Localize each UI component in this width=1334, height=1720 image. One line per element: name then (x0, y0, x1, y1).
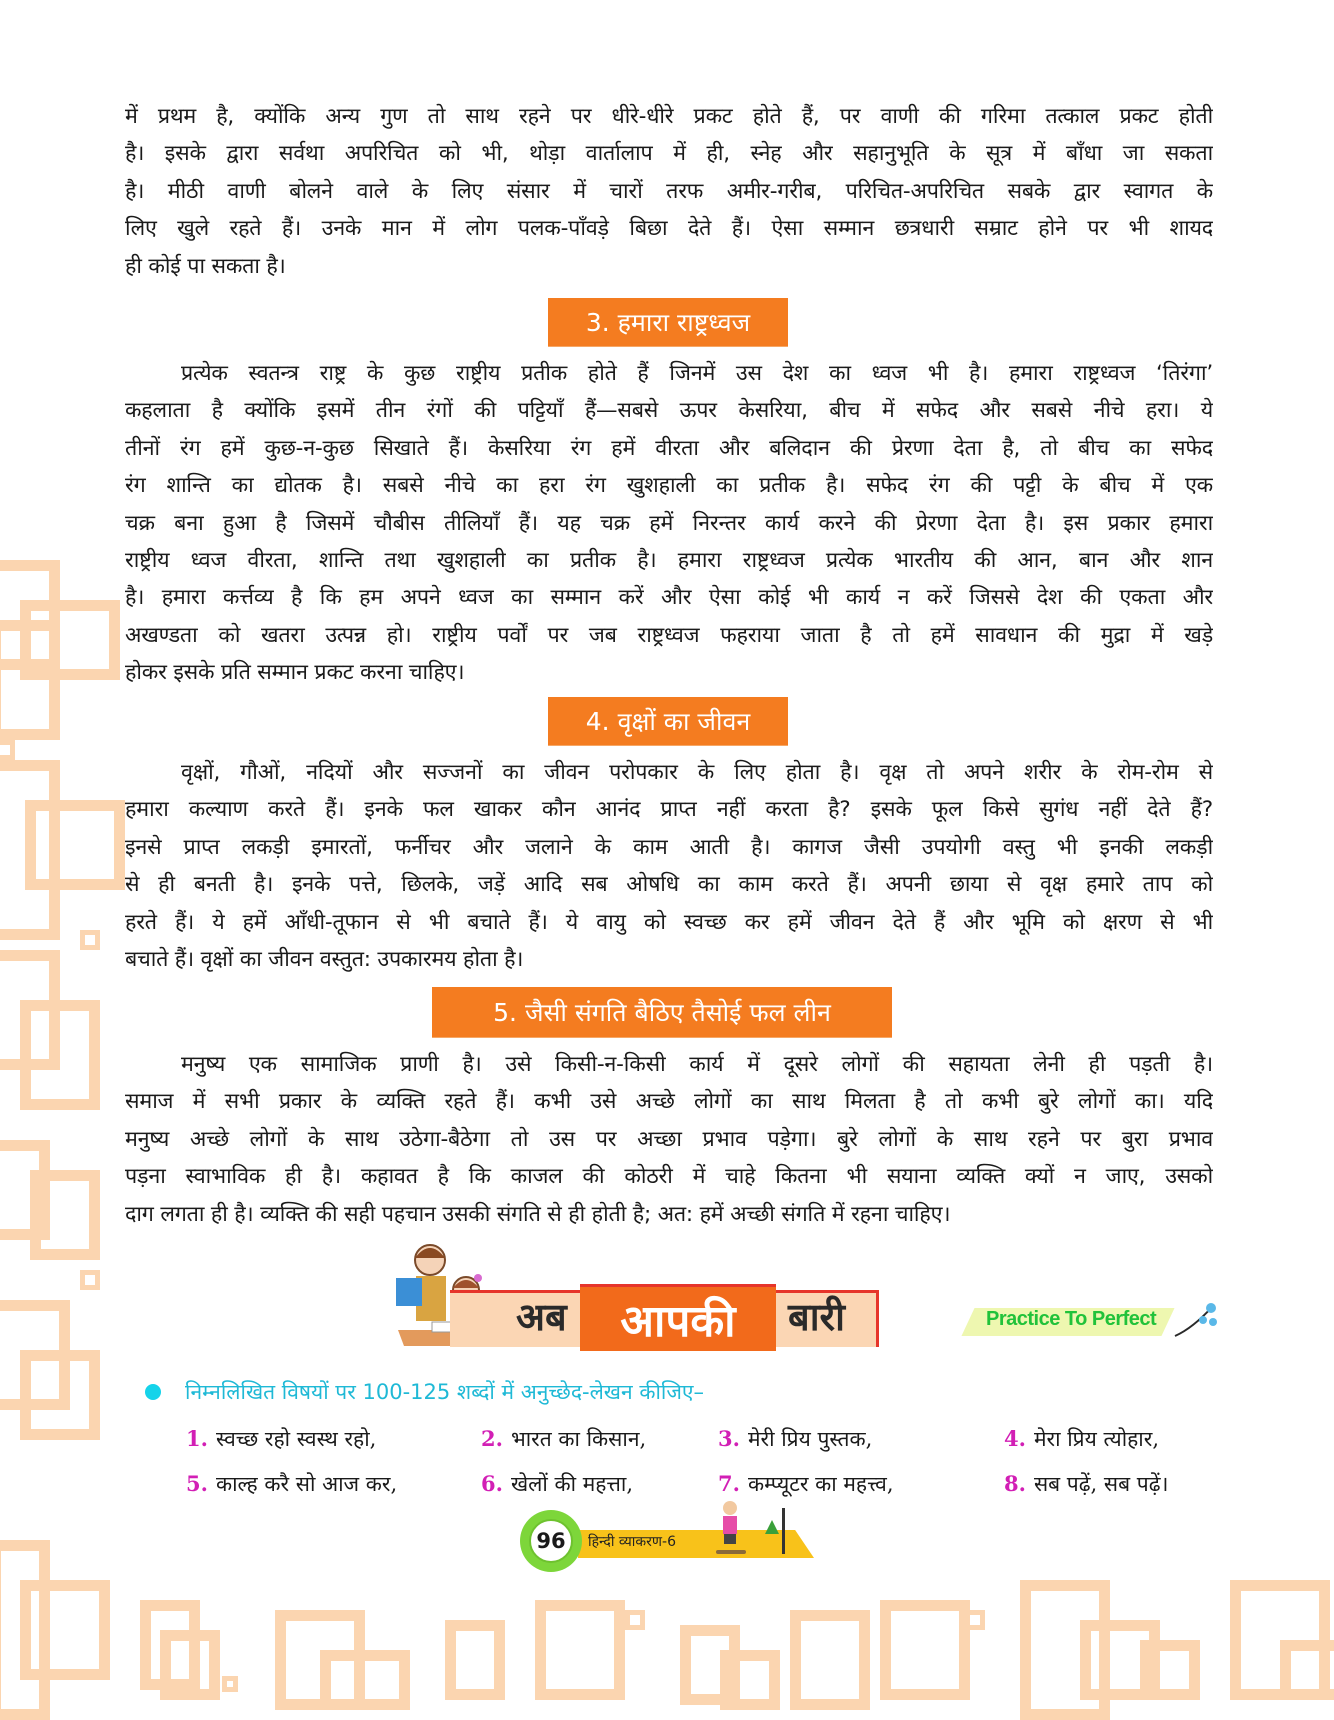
paragraph-line: है। इसके द्वारा सर्वथा अपरिचित को भी, थोड़ा वार्तालाप में ही, स्नेह और सहानुभूति के सूत्र में बाँधा जा सकता (125, 141, 1213, 167)
skater-boy-icon (710, 1498, 790, 1562)
topic-item (481, 1425, 646, 1453)
page-number: 96 (529, 1519, 573, 1563)
paragraph-line: हमारा कल्याण करते हैं। इनके फल खाकर कौन आनंद प्राप्त नहीं करता है? इसके फूल किसे सुगंध नहीं देते हैं? (125, 797, 1213, 823)
paragraph-line: पड़ना स्वाभाविक ही है। कहावत है कि काजल की कोठरी में चाहे कितना भी सयाना व्यक्ति क्यों न जाए, उसको (125, 1164, 1213, 1190)
topic-number: 8. (1004, 1471, 1026, 1496)
topic-text: कम्प्यूटर का महत्त्व, (747, 1472, 894, 1496)
section-heading-life-of-trees: 4. वृक्षों का जीवन (548, 697, 788, 745)
section-heading-company: 5. जैसी संगति बैठिए तैसोई फल लीन (432, 987, 892, 1037)
topic-number: 2. (481, 1426, 503, 1451)
section-paragraph-company (125, 1046, 1213, 1233)
paragraph-line: रंग शान्ति का द्योतक है। सबसे नीचे का हरा रंग खुशहाली का प्रतीक है। सफेद रंग की पट्टी के बीच में एक (125, 473, 1213, 499)
paragraph-line: दाग लगता ही है। व्यक्ति की सही पहचान उसकी संगति से ही होती है; अत: हमें अच्छी संगति में रहना चाहिए। (125, 1201, 951, 1227)
topic-item (186, 1470, 397, 1498)
paragraph-line: तीनों रंग हमें कुछ-न-कुछ सिखाते हैं। केसरिया रंग हमें वीरता और बलिदान की प्रेरणा देता है, तो बीच का सफेद (125, 435, 1213, 461)
banner-word-baari: बारी (788, 1295, 845, 1339)
topic-text: खेलों की महत्ता, (510, 1472, 634, 1496)
topic-item (718, 1470, 894, 1498)
section-paragraph-national-flag (125, 355, 1213, 692)
paragraph-line: प्रत्येक स्वतन्त्र राष्ट्र के कुछ राष्ट्रीय प्रतीक होते हैं जिनमें उस देश का ध्वज भी है। हमारा राष्ट्रध्वज ‘तिरंगा’ (181, 361, 1213, 386)
banner-word-aapki: आपकी (580, 1284, 776, 1351)
paragraph-line: राष्ट्रीय ध्वज वीरता, शान्ति तथा खुशहाली का प्रतीक है। हमारा राष्ट्रध्वज प्रत्येक भारतीय की आन, बान और शान (125, 547, 1213, 573)
paragraph-line: ही कोई पा सकता है। (125, 253, 286, 279)
topic-item (1004, 1470, 1168, 1498)
paragraph-line: अखण्डता को खतरा उत्पन्न हो। राष्ट्रीय पर्वों पर जब राष्ट्रध्वज फहराया जाता है तो हमें सावधान की मुद्रा में खड़े (125, 622, 1213, 648)
paragraph-line: समाज में सभी प्रकार के व्यक्ति रहते हैं। कभी उसे अच्छे लोगों का साथ मिलता है तो कभी बुरे लोगों का। यदि (125, 1089, 1213, 1115)
section-heading-national-flag: 3. हमारा राष्ट्रध्वज (548, 298, 788, 346)
topic-text: स्वच्छ रहो स्वस्थ रहो, (215, 1427, 377, 1451)
topic-item (481, 1470, 633, 1498)
paragraph-line: लिए खुले रहते हैं। उनके मान में लोग पलक-पाँवड़े बिछा देते हैं। ऐसा सम्मान छत्रधारी सम्राट होने पर भी शायद (125, 216, 1213, 242)
paragraph-line: से ही बनती है। इनके पत्ते, छिलके, जड़ें आदि सब ओषधि का काम करते हैं। अपनी छाया से वृक्ष हमारे ताप को (125, 872, 1213, 898)
paragraph-line: कहलाता है क्योंकि इसमें तीन रंगों की पट्टियाँ हैं—सबसे ऊपर केसरिया, बीच में सफेद और सबसे नीचे हरा। ये (125, 398, 1213, 424)
page-footer (520, 1510, 820, 1570)
paragraph-line: है। मीठी वाणी बोलने वाले के लिए संसार में चारों तरफ अमीर-गरीब, परिचित-अपरिचित सबके द्वार स्वागत के (125, 178, 1213, 204)
tagline-text: Practice To Perfect (986, 1308, 1157, 1330)
topic-text: सब पढ़ें, सब पढ़ें। (1033, 1472, 1169, 1496)
exercise-instruction (145, 1378, 704, 1406)
topic-number: 3. (718, 1426, 740, 1451)
paragraph-line: होकर इसके प्रति सम्मान प्रकट करना चाहिए। (125, 660, 465, 686)
flower-sprig-icon (1173, 1300, 1218, 1340)
paragraph-line: हरते हैं। ये हमें आँधी-तूफान से भी बचाते हैं। ये वायु को स्वच्छ कर हमें जीवन देते हैं और भूमि को क्षरण से भी (125, 909, 1213, 935)
banner-word-ab: अब (516, 1295, 567, 1339)
topic-number: 4. (1004, 1426, 1026, 1451)
paragraph-line: बचाते हैं। वृक्षों का जीवन वस्तुत: उपकारमय होता है। (125, 946, 524, 972)
topic-item (718, 1425, 872, 1453)
topic-text: काल्ह करै सो आज कर, (215, 1472, 398, 1496)
paragraph-line: इनसे प्राप्त लकड़ी इमारतों, फर्नीचर और जलाने के काम आती है। कागज जैसी उपयोगी वस्तु भी इनकी लकड़ी (125, 834, 1213, 860)
bullet-icon (145, 1384, 161, 1400)
topic-number: 6. (481, 1471, 503, 1496)
book-title: हिन्दी व्याकरण-6 (588, 1534, 676, 1550)
intro-paragraph (125, 98, 1213, 285)
instruction-text: निम्नलिखित विषयों पर 100-125 शब्दों में अनुच्छेद-लेखन कीजिए– (185, 1380, 705, 1404)
topic-text: मेरा प्रिय त्योहार, (1033, 1427, 1160, 1451)
topic-number: 1. (186, 1426, 208, 1451)
paragraph-line: वृक्षों, गौओं, नदियों और सज्जनों का जीवन परोपकार के लिए होता है। वृक्ष तो अपने शरीर के रोम-रोम से (181, 760, 1213, 785)
paragraph-line: मनुष्य अच्छे लोगों के साथ उठेगा-बैठेगा तो उस पर अच्छा प्रभाव पड़ेगा। बुरे लोगों के साथ रहने पर बुरा प्रभाव (125, 1126, 1213, 1152)
topic-item (186, 1425, 376, 1453)
paragraph-line: है। हमारा कर्त्तव्य है कि हम अपने ध्वज का सम्मान करें और ऐसा कोई भी कार्य न करें जिससे देश की एकता और (125, 585, 1213, 611)
topic-number: 7. (718, 1471, 740, 1496)
topic-text: भारत का किसान, (510, 1427, 647, 1451)
practice-to-perfect-tag (968, 1300, 1218, 1340)
topic-number: 5. (186, 1471, 208, 1496)
section-paragraph-life-of-trees (125, 754, 1213, 978)
paragraph-line: मनुष्य एक सामाजिक प्राणी है। उसे किसी-न-किसी कार्य में दूसरे लोगों की सहायता लेनी ही पड़ती है। (181, 1052, 1213, 1077)
paragraph-line: में प्रथम है, क्योंकि अन्य गुण तो साथ रहने पर धीरे-धीरे प्रकट होते हैं, पर वाणी की गरिमा तत्काल प्रकट होती (125, 104, 1213, 129)
paragraph-line: चक्र बना हुआ है जिसमें चौबीस तीलियाँ हैं। यह चक्र हमें निरन्तर कार्य करने की प्रेरणा देता है। इस प्रकार हमारा (125, 510, 1213, 536)
topic-item (1004, 1425, 1159, 1453)
topic-text: मेरी प्रिय पुस्तक, (747, 1427, 873, 1451)
ab-aapki-baari-banner (388, 1238, 878, 1358)
